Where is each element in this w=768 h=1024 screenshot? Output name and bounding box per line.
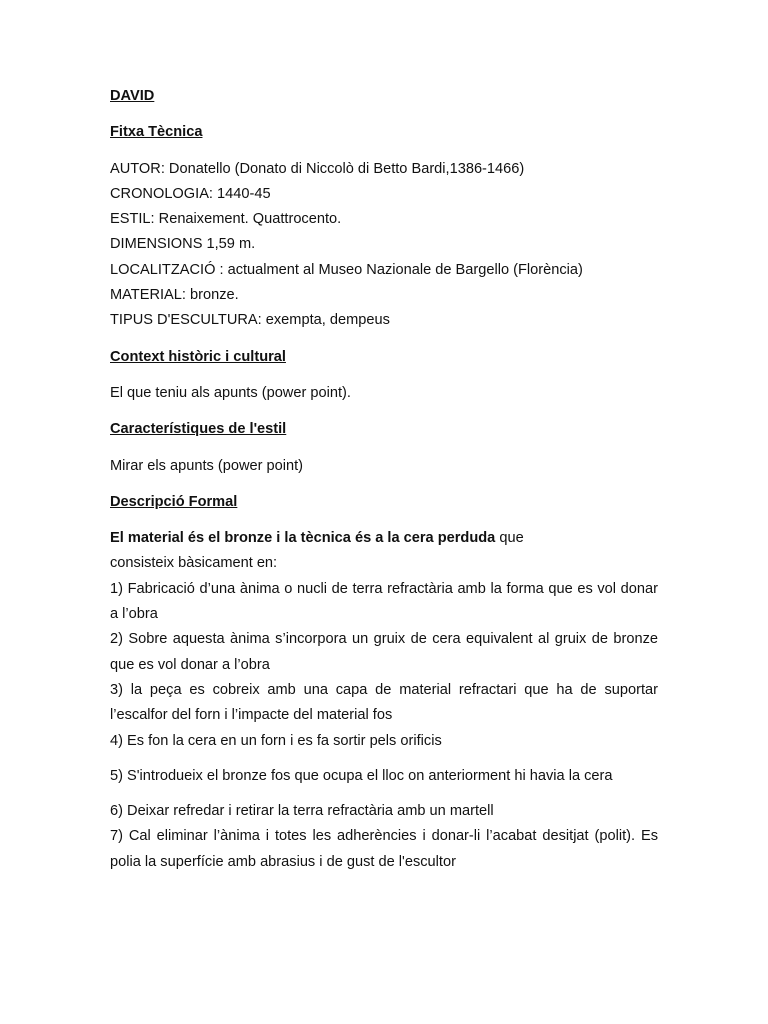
step-4: 4) Es fon la cera en un forn i es fa sortir pels orificis [110,732,442,749]
context-text: El que teniu als apunts (power point). [110,384,351,401]
step-1: 1) Fabricació d’una ànima o nucli de terra refractària amb la forma que es vol donar a l’obra [110,580,658,623]
document-page [110,84,658,875]
document-title: DAVID [110,88,155,104]
caracteristiques-heading: Característiques de l'estil [110,421,287,438]
descripcio-heading: Descripció Formal [110,493,238,510]
step-2: 2) Sobre aquesta ànima s’incorpora un gruix de cera equivalent al gruix de bronze que es vol donar a l’obra [110,631,658,673]
descripcio-intro [110,526,658,551]
step-5: 5) S'introdueix el bronze fos que ocupa el lloc on anteriorment hi havia la cera [110,767,613,784]
step-3: 3) la peça es cobreix amb una capa de material refractari que ha de suportar l’escalfor del forn i l’impacte del material fos [110,681,658,724]
fitxa-cronologia: CRONOLOGIA: 1440-45 [110,185,271,202]
descripcio-intro-rest: que [495,530,524,547]
descripcio-intro-line2: consisteix bàsicament en: [110,555,278,572]
descripcio-intro-bold: El material és el bronze i la tècnica és a la cera perduda [110,530,496,547]
context-heading: Context històric i cultural [110,348,286,365]
fitxa-estil: ESTIL: Renaixement. Quattrocento. [110,211,342,228]
step-6: 6) Deixar refredar i retirar la terra refractària amb un martell [110,803,494,820]
fitxa-tipus: TIPUS D'ESCULTURA: exempta, dempeus [110,312,390,329]
fitxa-tecnica-list [110,157,658,334]
caracteristiques-text: Mirar els apunts (power point) [110,457,304,474]
fitxa-autor: AUTOR: Donatello (Donato di Niccolò di Betto Bardi,1386-1466) [110,160,525,177]
fitxa-dimensions: DIMENSIONS 1,59 m. [110,236,256,253]
step-7: 7) Cal eliminar l’ànima i totes les adherències i donar-li l’acabat desitjat (polit). Es polia la superfície amb abrasius i de gust de l'escultor [110,828,658,870]
fitxa-localitzacio: LOCALITZACIÓ : actualment al Museo Nazionale de Bargello (Florència) [110,261,583,278]
fitxa-material: MATERIAL: bronze. [110,287,239,304]
fitxa-tecnica-heading: Fitxa Tècnica [110,124,203,141]
